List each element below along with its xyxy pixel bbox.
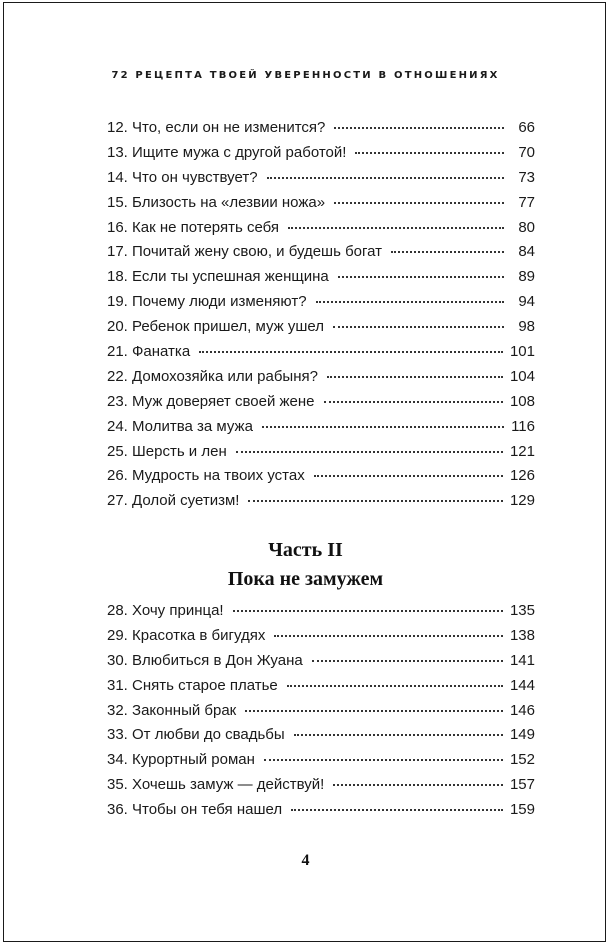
- toc-entry-title: 28. Хочу принца!: [107, 602, 224, 619]
- toc-entry-title: 27. Долой суетизм!: [107, 492, 240, 510]
- toc-entry: [107, 219, 535, 244]
- toc-entry-page: 84: [518, 243, 535, 261]
- toc-entry: [107, 652, 535, 677]
- toc-entry-page: 66: [518, 119, 535, 136]
- toc-entry-title: 29. Красотка в бигудях: [107, 626, 266, 644]
- toc-entry-title: 13. Ищите мужа с другой работой!: [107, 143, 347, 161]
- dot-leader: [288, 227, 504, 229]
- toc-entry: [107, 467, 535, 492]
- dot-leader: [334, 202, 504, 204]
- toc-entry: [107, 169, 535, 194]
- toc-entry: [107, 194, 535, 219]
- page-number: 4: [301, 852, 310, 869]
- dot-leader: [314, 475, 503, 477]
- toc-entry-page: 144: [509, 676, 535, 694]
- toc-entry-page: 126: [509, 467, 535, 485]
- toc-entry-page: 157: [509, 776, 535, 794]
- toc-entry-page: 149: [509, 726, 535, 744]
- toc-entry: [107, 801, 535, 826]
- toc-entry: [107, 492, 535, 517]
- toc-entry: [107, 393, 535, 418]
- dot-leader: [233, 610, 503, 612]
- dot-leader: [355, 152, 504, 154]
- toc-entry-title: 12. Что, если он не изменится?: [107, 119, 326, 136]
- toc-entry: [107, 443, 535, 468]
- toc-entry-page: 159: [509, 801, 535, 819]
- toc-entry: [107, 702, 535, 727]
- toc-entry-title: 17. Почитай жену свою, и будешь богат: [107, 243, 383, 261]
- toc-entry: [107, 343, 535, 368]
- toc-entry-title: 14. Что он чувствует?: [107, 168, 258, 186]
- toc-entry: [107, 318, 535, 343]
- toc-entry-page: 129: [509, 492, 535, 510]
- toc-entry-title: 33. От любви до свадьбы: [107, 726, 285, 744]
- dot-leader: [391, 251, 504, 253]
- dot-leader: [324, 401, 503, 403]
- dot-leader: [312, 660, 503, 662]
- toc-entry: [107, 243, 535, 268]
- toc-entry-title: 18. Если ты успешная женщина: [107, 268, 329, 286]
- toc-entry-title: 31. Снять старое платье: [107, 676, 278, 694]
- dot-leader: [274, 635, 503, 637]
- toc-entry-page: 77: [518, 193, 535, 211]
- toc-entry-title: 19. Почему люди изменяют?: [107, 293, 307, 311]
- dot-leader: [248, 500, 503, 502]
- toc-entry-page: 89: [518, 268, 535, 286]
- toc-entry-title: 21. Фанатка: [107, 343, 191, 361]
- toc-entry: [107, 368, 535, 393]
- toc-entry-title: 15. Близость на «лезвии ножа»: [107, 193, 326, 211]
- dot-leader: [316, 301, 504, 303]
- toc-entry-title: 26. Мудрость на твоих устах: [107, 467, 305, 485]
- dot-leader: [236, 451, 503, 453]
- dot-leader: [334, 127, 504, 129]
- toc-entry-page: 94: [518, 293, 535, 311]
- toc-entry-page: 73: [518, 168, 535, 186]
- toc-entry-page: 108: [509, 392, 535, 410]
- toc-entry-title: 25. Шерсть и лен: [107, 442, 227, 460]
- toc-entry: [107, 776, 535, 801]
- dot-leader: [294, 734, 503, 736]
- dot-leader: [327, 376, 503, 378]
- toc-entry: [107, 602, 535, 627]
- toc-entry-title: 20. Ребенок пришел, муж ушел: [107, 318, 324, 336]
- toc-entry-page: 70: [518, 143, 535, 161]
- dot-leader: [199, 351, 503, 353]
- toc-entry: [107, 677, 535, 702]
- toc-entry-page: 116: [511, 417, 535, 435]
- toc-entry: [107, 293, 535, 318]
- toc-entry: [107, 119, 535, 144]
- toc-entry: [107, 726, 535, 751]
- toc-entry-page: 141: [509, 651, 535, 669]
- dot-leader: [267, 177, 504, 179]
- dot-leader: [333, 784, 503, 786]
- toc-entry-title: 36. Чтобы он тебя нашел: [107, 801, 283, 819]
- toc-entry: [107, 418, 535, 443]
- toc-entry-title: 30. Влюбиться в Дон Жуана: [107, 651, 303, 669]
- toc-entry-title: 22. Домохозяйка или рабыня?: [107, 367, 318, 385]
- dot-leader: [287, 685, 503, 687]
- dot-leader: [262, 426, 504, 428]
- toc-entry-page: 80: [518, 218, 535, 236]
- part-title: Пока не замужем: [227, 568, 384, 590]
- dot-leader: [338, 276, 504, 278]
- toc-entry: [107, 144, 535, 169]
- toc-entry: [107, 268, 535, 293]
- toc-entry-title: 34. Курортный роман: [107, 751, 255, 769]
- toc-entry-page: 138: [509, 626, 535, 644]
- toc-entry-page: 152: [509, 751, 535, 769]
- toc-entry-page: 98: [518, 318, 535, 336]
- toc-list-part2: [107, 602, 535, 826]
- toc-entry-title: 32. Законный брак: [107, 701, 237, 719]
- toc-entry: [107, 627, 535, 652]
- dot-leader: [245, 710, 503, 712]
- toc-entry: [107, 751, 535, 776]
- running-head: 72 РЕЦЕПТА ТВОЕЙ УВЕРЕННОСТИ В ОТНОШЕНИЯХ: [111, 70, 500, 81]
- toc-entry-page: 121: [509, 442, 535, 460]
- toc-entry-title: 35. Хочешь замуж — действуй!: [107, 776, 325, 794]
- toc-entry-page: 146: [509, 701, 535, 719]
- toc-entry-page: 101: [509, 343, 535, 361]
- toc-entry-title: 23. Муж доверяет своей жене: [107, 392, 315, 410]
- toc-entry-page: 104: [509, 367, 535, 385]
- toc-entry-title: 16. Как не потерять себя: [107, 218, 280, 236]
- dot-leader: [264, 759, 503, 761]
- toc-entry-page: 135: [509, 602, 535, 619]
- dot-leader: [291, 809, 503, 811]
- part-label: Часть II: [268, 539, 343, 561]
- toc-entry-title: 24. Молитва за мужа: [107, 417, 253, 435]
- dot-leader: [333, 326, 504, 328]
- toc-list-part1: [107, 119, 535, 517]
